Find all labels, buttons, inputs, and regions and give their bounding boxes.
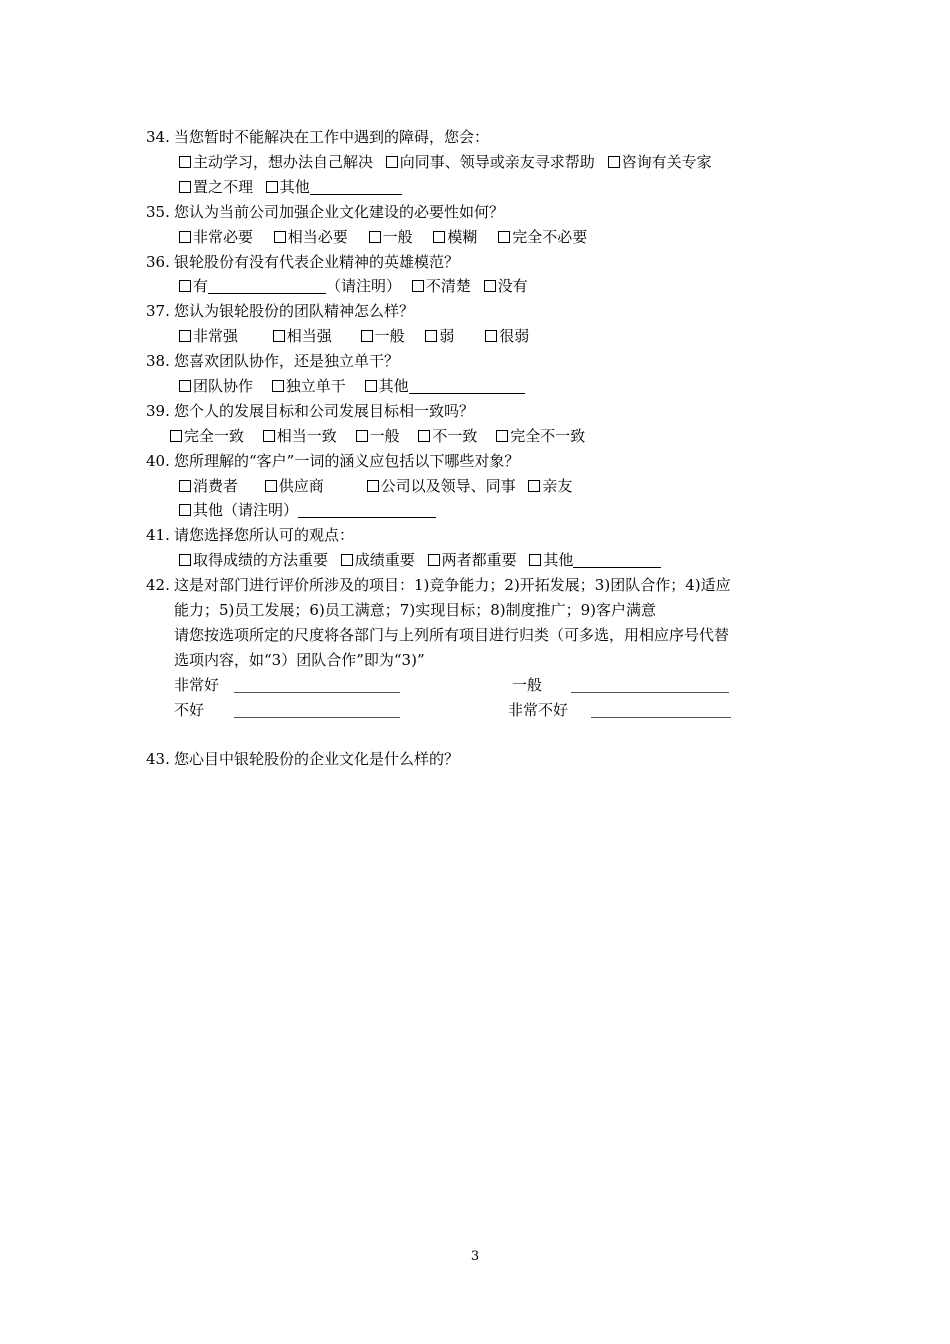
question-number: 40. <box>146 452 170 470</box>
option[interactable]: 团队协作 <box>179 376 253 396</box>
question-text: 您认为银轮股份的团队精神怎么样？ <box>174 302 415 320</box>
checkbox-icon[interactable] <box>369 231 381 243</box>
option[interactable]: 弱 <box>425 326 454 346</box>
checkbox-icon[interactable] <box>179 280 191 292</box>
checkbox-icon[interactable] <box>496 430 508 442</box>
checkbox-icon[interactable] <box>386 156 398 168</box>
question-36 <box>146 252 459 272</box>
q36-options <box>179 276 536 296</box>
option[interactable]: 独立单干 <box>272 376 346 396</box>
option[interactable]: 其他 <box>529 550 661 570</box>
scale-not-good <box>174 700 400 720</box>
question-number: 42. <box>146 576 170 594</box>
checkbox-icon[interactable] <box>529 554 541 566</box>
option[interactable]: 主动学习，想办法自己解决 <box>179 152 373 172</box>
checkbox-icon[interactable] <box>356 430 368 442</box>
option[interactable]: 模糊 <box>433 227 477 247</box>
q40-options-row1 <box>179 476 580 496</box>
checkbox-icon[interactable] <box>179 330 191 342</box>
option[interactable]: 非常必要 <box>179 227 253 247</box>
option[interactable]: 不一致 <box>418 426 477 446</box>
checkbox-icon[interactable] <box>367 480 379 492</box>
option[interactable]: 供应商 <box>265 476 324 496</box>
q41-options <box>179 550 669 570</box>
fill-in-blank[interactable] <box>591 703 731 718</box>
checkbox-icon[interactable] <box>179 181 191 193</box>
checkbox-icon[interactable] <box>361 330 373 342</box>
checkbox-icon[interactable] <box>484 280 496 292</box>
question-number: 38. <box>146 352 170 370</box>
question-text: 您心目中银轮股份的企业文化是什么样的？ <box>174 750 460 768</box>
checkbox-icon[interactable] <box>433 231 445 243</box>
option[interactable]: 公司以及领导、同事 <box>367 476 516 496</box>
question-38 <box>146 351 399 371</box>
q38-options <box>179 376 533 396</box>
checkbox-icon[interactable] <box>170 430 182 442</box>
question-number: 35. <box>146 203 170 221</box>
option[interactable]: 完全一致 <box>170 426 244 446</box>
option[interactable]: 一般 <box>369 227 413 247</box>
fill-in-blank[interactable] <box>234 703 400 718</box>
checkbox-icon[interactable] <box>272 380 284 392</box>
q42-instruction: 请您按选项所定的尺度将各部门与上列所有项目进行归类（可多选，用相应序号代替 <box>174 626 730 644</box>
q34-options-row2 <box>179 177 410 197</box>
q39-options <box>170 426 593 446</box>
question-text: 这是对部门进行评价所涉及的项目：1)竞争能力；2)开拓发展；3)团队合作；4)适应 <box>174 576 731 594</box>
checkbox-icon[interactable] <box>412 280 424 292</box>
option[interactable]: 其他 <box>266 177 402 197</box>
checkbox-icon[interactable] <box>263 430 275 442</box>
question-34 <box>146 127 489 147</box>
scale-label: 一般 <box>512 676 543 694</box>
question-text: 银轮股份有没有代表企业精神的英雄模范？ <box>174 253 460 271</box>
question-40 <box>146 451 519 471</box>
option[interactable]: 有 （请注明） <box>179 276 401 296</box>
option[interactable]: 完全不必要 <box>498 227 587 247</box>
checkbox-icon[interactable] <box>274 231 286 243</box>
question-number: 43. <box>146 750 170 768</box>
fill-in-blank[interactable] <box>310 180 402 195</box>
question-number: 39. <box>146 402 170 420</box>
checkbox-icon[interactable] <box>179 480 191 492</box>
question-text: 您个人的发展目标和公司发展目标相一致吗？ <box>174 402 475 420</box>
option[interactable]: 很弱 <box>485 326 529 346</box>
question-number: 37. <box>146 302 170 320</box>
option[interactable]: 一般 <box>361 326 405 346</box>
page-number: 3 <box>470 1249 480 1264</box>
fill-in-blank[interactable] <box>573 553 661 568</box>
checkbox-icon[interactable] <box>265 480 277 492</box>
fill-in-blank[interactable] <box>208 279 326 294</box>
scale-very-bad <box>508 700 731 720</box>
checkbox-icon[interactable] <box>498 231 510 243</box>
question-text: 当您暂时不能解决在工作中遇到的障碍，您会： <box>174 128 490 146</box>
checkbox-icon[interactable] <box>179 156 191 168</box>
fill-in-blank[interactable] <box>298 503 436 518</box>
question-37 <box>146 301 414 321</box>
checkbox-icon[interactable] <box>608 156 620 168</box>
checkbox-icon[interactable] <box>528 480 540 492</box>
q42-text-continued: 能力；5)员工发展；6)员工满意；7)实现目标；8)制度推广；9)客户满意 <box>174 601 656 619</box>
q37-options <box>179 326 537 346</box>
q34-options-row1 <box>179 152 720 172</box>
q35-options <box>179 227 595 247</box>
scale-label: 非常好 <box>174 676 220 694</box>
question-text: 请您选择您所认可的观点： <box>174 526 355 544</box>
option[interactable]: 没有 <box>484 276 528 296</box>
scale-label: 不好 <box>174 701 205 719</box>
option[interactable]: 相当必要 <box>274 227 348 247</box>
option[interactable]: 消费者 <box>179 476 238 496</box>
option[interactable]: 非常强 <box>179 326 238 346</box>
checkbox-icon[interactable] <box>365 380 377 392</box>
question-42 <box>146 575 731 595</box>
checkbox-icon[interactable] <box>273 330 285 342</box>
option[interactable]: 完全不一致 <box>496 426 585 446</box>
checkbox-icon[interactable] <box>179 380 191 392</box>
checkbox-icon[interactable] <box>179 231 191 243</box>
checkbox-icon[interactable] <box>341 554 353 566</box>
option[interactable]: 相当强 <box>273 326 332 346</box>
option[interactable]: 其他 <box>365 376 525 396</box>
checkbox-icon[interactable] <box>425 330 437 342</box>
scale-average <box>512 675 729 695</box>
fill-in-blank[interactable] <box>571 678 729 693</box>
checkbox-icon[interactable] <box>485 330 497 342</box>
scale-label: 非常不好 <box>508 701 569 719</box>
question-number: 36. <box>146 253 170 271</box>
q42-instruction-continued: 选项内容，如“3）团队合作”即为“3)” <box>174 651 425 669</box>
option[interactable]: 咨询有关专家 <box>608 152 712 172</box>
checkbox-icon[interactable] <box>266 181 278 193</box>
question-number: 41. <box>146 526 170 544</box>
checkbox-icon[interactable] <box>418 430 430 442</box>
option[interactable]: 置之不理 <box>179 177 253 197</box>
option[interactable]: 其他（请注明） <box>179 500 436 520</box>
question-text: 您喜欢团队协作，还是独立单干？ <box>174 352 400 370</box>
option[interactable]: 亲友 <box>528 476 572 496</box>
checkbox-icon[interactable] <box>179 554 191 566</box>
option[interactable]: 一般 <box>356 426 400 446</box>
question-number: 34. <box>146 128 170 146</box>
question-39 <box>146 401 474 421</box>
scale-very-good <box>174 675 400 695</box>
question-43 <box>146 749 459 769</box>
question-text: 您认为当前公司加强企业文化建设的必要性如何？ <box>174 203 505 221</box>
option[interactable]: 向同事、领导或亲友寻求帮助 <box>386 152 595 172</box>
question-text: 您所理解的“客户”一词的涵义应包括以下哪些对象？ <box>174 452 520 470</box>
fill-in-blank[interactable] <box>234 678 400 693</box>
q40-options-row2 <box>179 500 444 520</box>
question-41 <box>146 525 354 545</box>
checkbox-icon[interactable] <box>179 504 191 516</box>
option[interactable]: 取得成绩的方法重要 <box>179 550 328 570</box>
option[interactable]: 两者都重要 <box>428 550 517 570</box>
option[interactable]: 相当一致 <box>263 426 337 446</box>
option[interactable]: 成绩重要 <box>341 550 415 570</box>
checkbox-icon[interactable] <box>428 554 440 566</box>
question-35 <box>146 202 504 222</box>
option[interactable]: 不清楚 <box>412 276 471 296</box>
fill-in-blank[interactable] <box>409 379 525 394</box>
